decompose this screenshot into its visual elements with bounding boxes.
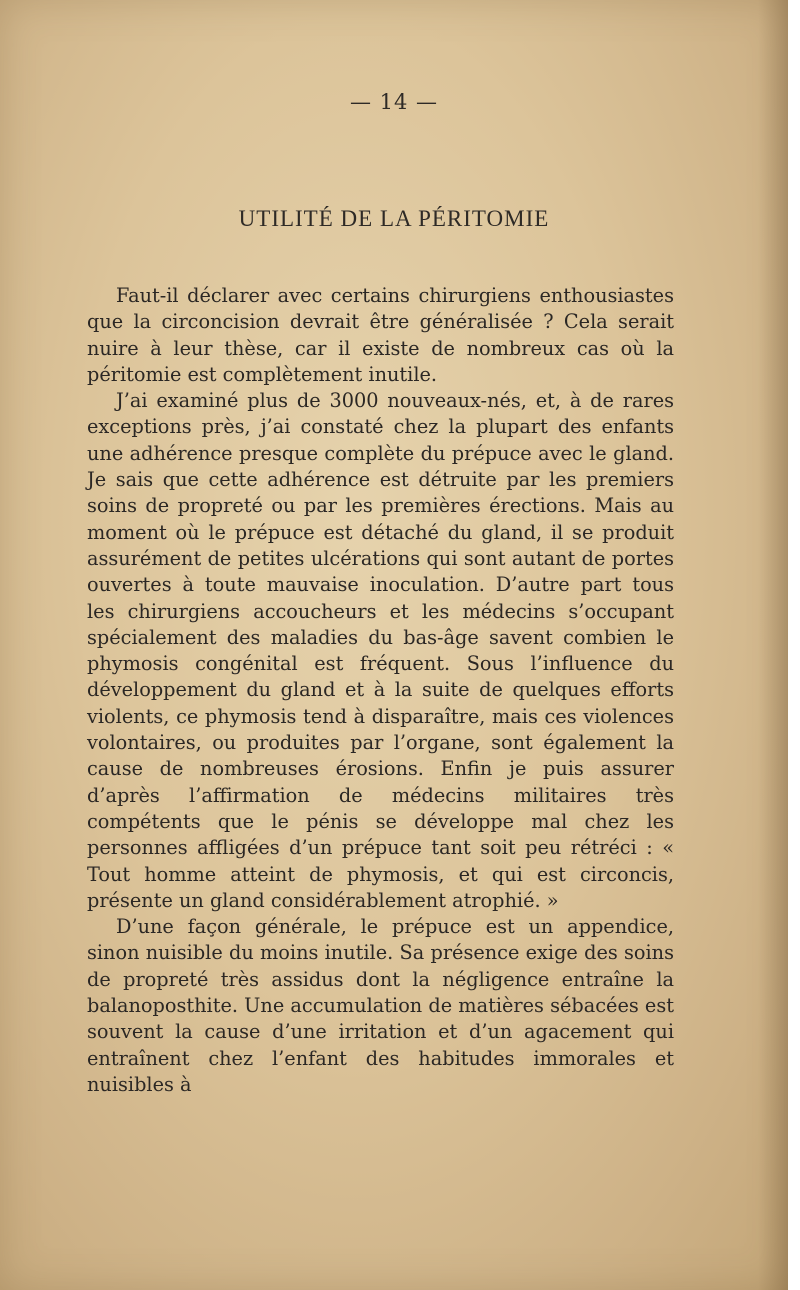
chapter-title: UTILITÉ DE LA PÉRITOMIE: [238, 206, 550, 231]
paragraph-2: J’ai examiné plus de 3000 nouveaux-nés, et, à de rares exceptions près, j’ai constaté chez la plupart des enfants une adhérence presque complète du prépuce avec le gland. Je sais que cette adhérence est détruite par les premiers soins de propreté ou par les premières érections. Mais au moment où le prépuce est détaché du gland, il se produit assurément de petites ulcérations qui sont autant de portes ouvertes à toute mauvaise inoculation. D’autre part tous les chirurgiens accoucheurs et les médecins s’occupant spécialement des maladies du bas-âge savent combien le phymosis congénital est fréquent. Sous l’influence du développement du gland et à la suite de quelques efforts violents, ce phymosis tend à disparaître, mais ces violences volontaires, ou produites par l’organe, sont également la cause de nombreuses érosions. Enfin je puis assurer d’après l’affirmation de médecins militaires très compétents que le pénis se développe mal chez les personnes affligées d’un prépuce tant soit peu rétréci : « Tout homme atteint de phymosis, et qui est circoncis, présente un gland considérablement atrophié. »: [87, 389, 674, 912]
page-number: — 14 —: [349, 90, 439, 114]
paragraph-3: D’une façon générale, le prépuce est un appendice, sinon nuisible du moins inutile. Sa présence exige des soins de propreté très assidus dont la négligence entraîne la balanoposthite. Une accumulation de matières sébacées est souvent la cause d’une irritation et d’un agacement qui entraînent chez l’enfant des habitudes immorales et nuisibles à: [87, 915, 674, 1096]
body-text: [87, 283, 674, 1098]
paragraph-1: Faut-il déclarer avec certains chirurgiens enthousiastes que la circoncision devrait être généralisée ? Cela serait nuire à leur thèse, car il existe de nombreux cas où la péritomie est complètement inutile.: [87, 284, 674, 386]
